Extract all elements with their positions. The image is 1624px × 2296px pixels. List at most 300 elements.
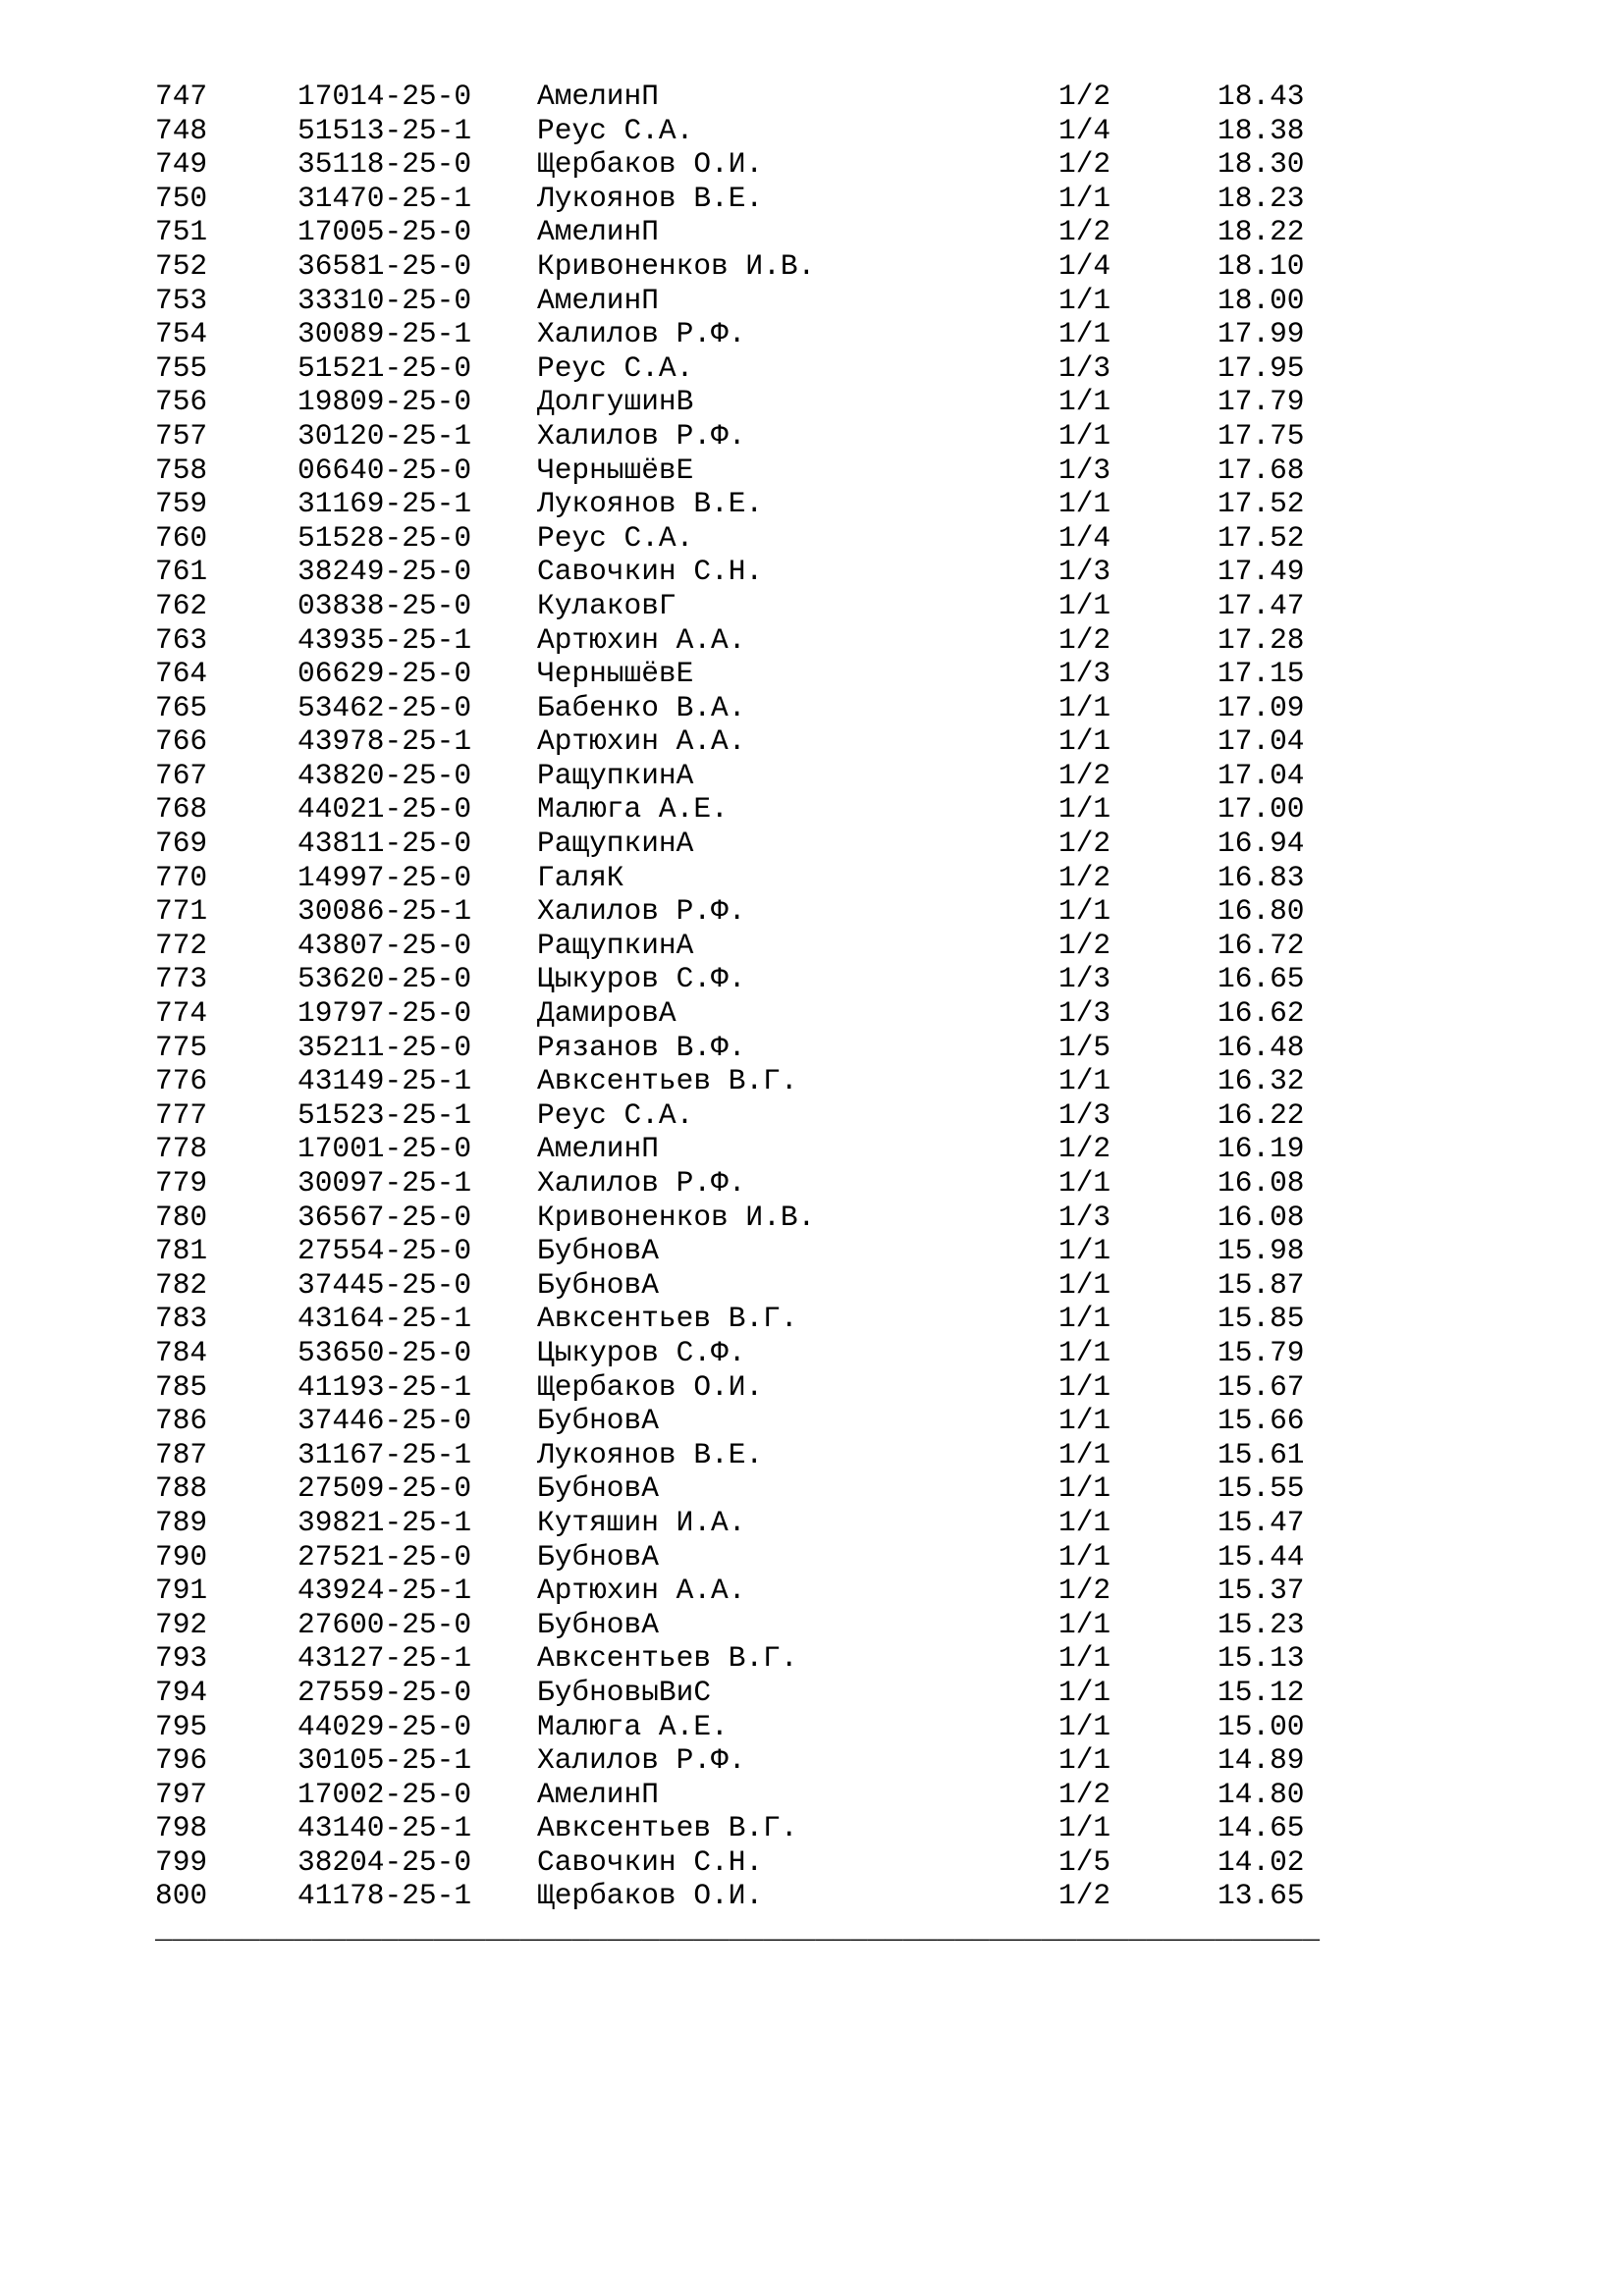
row-value: 15.23 xyxy=(1218,1607,1305,1641)
row-name: Малюга А.Е. xyxy=(537,792,729,827)
table-row xyxy=(155,1743,1624,1778)
row-value: 17.28 xyxy=(1218,622,1305,657)
row-name: Щербаков О.И. xyxy=(537,147,764,182)
row-rank: 749 xyxy=(155,147,208,182)
row-value: 18.00 xyxy=(1218,283,1305,317)
row-fraction: 1/2 xyxy=(1058,147,1111,182)
table-row xyxy=(155,996,1624,1031)
row-rank: 782 xyxy=(155,1267,208,1302)
row-fraction: 1/3 xyxy=(1058,962,1111,996)
table-row xyxy=(155,1506,1624,1540)
row-name: Халилов Р.Ф. xyxy=(537,894,746,929)
row-name: Реус С.А. xyxy=(537,1097,694,1132)
row-value: 17.09 xyxy=(1218,690,1305,724)
row-name: Халилов Р.Ф. xyxy=(537,418,746,453)
row-fraction: 1/1 xyxy=(1058,1743,1111,1778)
row-name: Щербаков О.И. xyxy=(537,1879,764,1913)
row-rank: 770 xyxy=(155,860,208,894)
row-value: 16.22 xyxy=(1218,1097,1305,1132)
row-id: 35211-25-0 xyxy=(298,1030,472,1064)
row-value: 15.47 xyxy=(1218,1505,1305,1539)
row-value: 16.48 xyxy=(1218,1030,1305,1064)
row-id: 43924-25-1 xyxy=(298,1574,472,1608)
row-rank: 768 xyxy=(155,792,208,827)
row-value: 17.47 xyxy=(1218,588,1305,622)
row-id: 41178-25-1 xyxy=(298,1879,472,1913)
row-name: РащупкинА xyxy=(537,928,694,962)
row-id: 43127-25-1 xyxy=(298,1641,472,1676)
row-rank: 778 xyxy=(155,1132,208,1166)
table-row xyxy=(155,792,1624,827)
row-fraction: 1/1 xyxy=(1058,1404,1111,1438)
row-id: 43149-25-1 xyxy=(298,1064,472,1098)
row-rank: 790 xyxy=(155,1539,208,1574)
row-fraction: 1/1 xyxy=(1058,1505,1111,1539)
row-value: 15.44 xyxy=(1218,1539,1305,1574)
row-id: 27521-25-0 xyxy=(298,1539,472,1574)
row-name: Халилов Р.Ф. xyxy=(537,1166,746,1200)
table-row xyxy=(155,1234,1624,1268)
row-value: 17.49 xyxy=(1218,555,1305,589)
row-name: Рязанов В.Ф. xyxy=(537,1030,746,1064)
row-name: Лукоянов В.Е. xyxy=(537,181,764,215)
row-rank: 747 xyxy=(155,80,208,113)
row-fraction: 1/3 xyxy=(1058,657,1111,691)
row-rank: 797 xyxy=(155,1777,208,1811)
row-name: Халилов Р.Ф. xyxy=(537,1743,746,1778)
row-value: 18.38 xyxy=(1218,113,1305,147)
row-id: 19797-25-0 xyxy=(298,996,472,1031)
row-rank: 752 xyxy=(155,248,208,283)
row-name: Лукоянов В.Е. xyxy=(537,487,764,521)
row-fraction: 1/1 xyxy=(1058,1302,1111,1336)
row-rank: 751 xyxy=(155,215,208,249)
row-rank: 798 xyxy=(155,1811,208,1845)
row-fraction: 1/1 xyxy=(1058,1607,1111,1641)
row-id: 27600-25-0 xyxy=(298,1607,472,1641)
row-name: Бабенко В.А. xyxy=(537,690,746,724)
row-value: 15.37 xyxy=(1218,1574,1305,1608)
table-row xyxy=(155,1641,1624,1676)
table-row xyxy=(155,419,1624,454)
row-rank: 763 xyxy=(155,622,208,657)
row-value: 14.02 xyxy=(1218,1844,1305,1879)
row-rank: 794 xyxy=(155,1675,208,1709)
row-value: 17.68 xyxy=(1218,453,1305,487)
table-row xyxy=(155,1370,1624,1405)
row-fraction: 1/1 xyxy=(1058,1267,1111,1302)
row-name: Авксентьев В.Г. xyxy=(537,1641,798,1676)
row-rank: 784 xyxy=(155,1335,208,1369)
row-value: 16.08 xyxy=(1218,1200,1305,1234)
table-row xyxy=(155,1608,1624,1642)
row-value: 16.62 xyxy=(1218,996,1305,1031)
table-row xyxy=(155,1336,1624,1370)
row-id: 41193-25-1 xyxy=(298,1369,472,1404)
row-fraction: 1/1 xyxy=(1058,317,1111,351)
table-row xyxy=(155,1302,1624,1336)
row-value: 17.15 xyxy=(1218,657,1305,691)
table-row xyxy=(155,1811,1624,1845)
row-id: 17001-25-0 xyxy=(298,1132,472,1166)
row-id: 31169-25-1 xyxy=(298,487,472,521)
row-id: 38204-25-0 xyxy=(298,1844,472,1879)
row-id: 30097-25-1 xyxy=(298,1166,472,1200)
row-rank: 775 xyxy=(155,1030,208,1064)
row-id: 43164-25-1 xyxy=(298,1302,472,1336)
row-fraction: 1/1 xyxy=(1058,385,1111,419)
row-value: 16.32 xyxy=(1218,1064,1305,1098)
table-row xyxy=(155,385,1624,419)
table-row xyxy=(155,317,1624,351)
row-name: Авксентьев В.Г. xyxy=(537,1811,798,1845)
row-id: 27509-25-0 xyxy=(298,1471,472,1506)
row-fraction: 1/1 xyxy=(1058,418,1111,453)
row-name: Артюхин А.А. xyxy=(537,1574,746,1608)
row-fraction: 1/1 xyxy=(1058,792,1111,827)
row-id: 43820-25-0 xyxy=(298,758,472,792)
table-row xyxy=(155,1471,1624,1506)
row-name: Авксентьев В.Г. xyxy=(537,1064,798,1098)
table-row xyxy=(155,929,1624,963)
row-value: 14.89 xyxy=(1218,1743,1305,1778)
row-rank: 774 xyxy=(155,996,208,1031)
row-value: 15.67 xyxy=(1218,1369,1305,1404)
row-value: 18.23 xyxy=(1218,181,1305,215)
row-id: 37446-25-0 xyxy=(298,1404,472,1438)
row-value: 17.52 xyxy=(1218,487,1305,521)
row-name: Халилов Р.Ф. xyxy=(537,317,746,351)
row-fraction: 1/2 xyxy=(1058,1132,1111,1166)
table-row xyxy=(155,1098,1624,1133)
row-name: Савочкин С.Н. xyxy=(537,1844,764,1879)
row-rank: 760 xyxy=(155,520,208,555)
table-row xyxy=(155,1710,1624,1744)
row-name: РащупкинА xyxy=(537,827,694,861)
row-id: 30120-25-1 xyxy=(298,418,472,453)
row-id: 06640-25-0 xyxy=(298,453,472,487)
row-rank: 762 xyxy=(155,588,208,622)
row-value: 15.55 xyxy=(1218,1471,1305,1506)
footer-rule: ___________________________________________________________________ xyxy=(155,1913,1321,1948)
row-value: 15.66 xyxy=(1218,1404,1305,1438)
table-row xyxy=(155,215,1624,249)
row-id: 35118-25-0 xyxy=(298,147,472,182)
row-value: 15.12 xyxy=(1218,1675,1305,1709)
row-fraction: 1/1 xyxy=(1058,690,1111,724)
row-rank: 789 xyxy=(155,1505,208,1539)
row-id: 43978-25-1 xyxy=(298,724,472,759)
row-fraction: 1/1 xyxy=(1058,1811,1111,1845)
row-id: 06629-25-0 xyxy=(298,657,472,691)
table-row xyxy=(155,1778,1624,1812)
row-name: Авксентьев В.Г. xyxy=(537,1302,798,1336)
results-table xyxy=(155,80,1624,1913)
row-id: 36581-25-0 xyxy=(298,248,472,283)
row-name: АмелинП xyxy=(537,1777,659,1811)
table-row xyxy=(155,1438,1624,1472)
row-rank: 765 xyxy=(155,690,208,724)
table-row xyxy=(155,1031,1624,1065)
row-value: 15.61 xyxy=(1218,1437,1305,1471)
row-rank: 779 xyxy=(155,1166,208,1200)
row-name: РащупкинА xyxy=(537,758,694,792)
row-rank: 769 xyxy=(155,827,208,861)
row-name: Цыкуров С.Ф. xyxy=(537,962,746,996)
row-id: 43935-25-1 xyxy=(298,622,472,657)
row-name: БубновА xyxy=(537,1539,659,1574)
table-row xyxy=(155,351,1624,386)
row-id: 38249-25-0 xyxy=(298,555,472,589)
row-rank: 780 xyxy=(155,1200,208,1234)
row-fraction: 1/4 xyxy=(1058,520,1111,555)
row-value: 18.43 xyxy=(1218,80,1305,113)
row-value: 14.80 xyxy=(1218,1777,1305,1811)
row-value: 16.94 xyxy=(1218,827,1305,861)
row-fraction: 1/3 xyxy=(1058,1200,1111,1234)
row-fraction: 1/2 xyxy=(1058,80,1111,113)
row-name: Лукоянов В.Е. xyxy=(537,1437,764,1471)
row-value: 15.79 xyxy=(1218,1335,1305,1369)
row-value: 15.87 xyxy=(1218,1267,1305,1302)
row-fraction: 1/2 xyxy=(1058,827,1111,861)
row-rank: 755 xyxy=(155,350,208,385)
row-rank: 754 xyxy=(155,317,208,351)
row-rank: 788 xyxy=(155,1471,208,1506)
row-fraction: 1/2 xyxy=(1058,1574,1111,1608)
row-id: 43807-25-0 xyxy=(298,928,472,962)
table-row xyxy=(155,1268,1624,1303)
table-row xyxy=(155,589,1624,623)
row-name: Артюхин А.А. xyxy=(537,622,746,657)
row-fraction: 1/4 xyxy=(1058,113,1111,147)
row-id: 14997-25-0 xyxy=(298,860,472,894)
table-row xyxy=(155,1845,1624,1880)
row-name: ДолгушинВ xyxy=(537,385,694,419)
row-id: 27559-25-0 xyxy=(298,1675,472,1709)
table-row xyxy=(155,861,1624,895)
row-id: 27554-25-0 xyxy=(298,1234,472,1268)
row-value: 17.95 xyxy=(1218,350,1305,385)
row-name: Реус С.А. xyxy=(537,113,694,147)
row-name: БубновА xyxy=(537,1471,659,1506)
results-sheet xyxy=(155,80,1624,1948)
table-row xyxy=(155,182,1624,216)
row-name: ЧернышёвЕ xyxy=(537,453,694,487)
row-fraction: 1/2 xyxy=(1058,758,1111,792)
row-fraction: 1/1 xyxy=(1058,1539,1111,1574)
row-value: 17.79 xyxy=(1218,385,1305,419)
row-rank: 761 xyxy=(155,555,208,589)
table-row xyxy=(155,657,1624,691)
table-row xyxy=(155,1132,1624,1166)
table-row xyxy=(155,759,1624,793)
row-fraction: 1/1 xyxy=(1058,1437,1111,1471)
row-fraction: 1/2 xyxy=(1058,215,1111,249)
row-id: 53620-25-0 xyxy=(298,962,472,996)
table-row xyxy=(155,1676,1624,1710)
row-id: 43811-25-0 xyxy=(298,827,472,861)
row-value: 18.30 xyxy=(1218,147,1305,182)
row-fraction: 1/1 xyxy=(1058,1471,1111,1506)
row-fraction: 1/3 xyxy=(1058,555,1111,589)
row-value: 15.13 xyxy=(1218,1641,1305,1676)
row-value: 14.65 xyxy=(1218,1811,1305,1845)
row-rank: 781 xyxy=(155,1234,208,1268)
row-value: 17.04 xyxy=(1218,724,1305,759)
table-row xyxy=(155,454,1624,488)
row-value: 17.99 xyxy=(1218,317,1305,351)
table-row xyxy=(155,691,1624,725)
row-rank: 786 xyxy=(155,1404,208,1438)
table-row xyxy=(155,487,1624,521)
row-rank: 791 xyxy=(155,1574,208,1608)
row-id: 17002-25-0 xyxy=(298,1777,472,1811)
row-rank: 772 xyxy=(155,928,208,962)
row-name: Кривоненков И.В. xyxy=(537,248,816,283)
row-fraction: 1/1 xyxy=(1058,1234,1111,1268)
row-name: ГаляК xyxy=(537,860,624,894)
row-fraction: 1/2 xyxy=(1058,860,1111,894)
row-rank: 753 xyxy=(155,283,208,317)
row-rank: 800 xyxy=(155,1879,208,1913)
row-name: АмелинП xyxy=(537,283,659,317)
row-value: 16.83 xyxy=(1218,860,1305,894)
row-id: 30105-25-1 xyxy=(298,1743,472,1778)
row-value: 18.10 xyxy=(1218,248,1305,283)
row-name: БубновА xyxy=(537,1404,659,1438)
row-name: БубновА xyxy=(537,1607,659,1641)
row-value: 16.65 xyxy=(1218,962,1305,996)
row-fraction: 1/1 xyxy=(1058,1166,1111,1200)
row-id: 19809-25-0 xyxy=(298,385,472,419)
row-id: 30089-25-1 xyxy=(298,317,472,351)
row-name: КулаковГ xyxy=(537,588,677,622)
row-value: 18.22 xyxy=(1218,215,1305,249)
row-value: 16.19 xyxy=(1218,1132,1305,1166)
row-fraction: 1/3 xyxy=(1058,453,1111,487)
row-rank: 767 xyxy=(155,758,208,792)
row-name: Малюга А.Е. xyxy=(537,1709,729,1743)
row-fraction: 1/1 xyxy=(1058,1641,1111,1676)
table-row xyxy=(155,147,1624,182)
row-fraction: 1/1 xyxy=(1058,588,1111,622)
row-value: 17.00 xyxy=(1218,792,1305,827)
row-fraction: 1/3 xyxy=(1058,996,1111,1031)
row-name: Цыкуров С.Ф. xyxy=(537,1335,746,1369)
table-row xyxy=(155,724,1624,759)
row-fraction: 1/1 xyxy=(1058,894,1111,929)
row-value: 15.98 xyxy=(1218,1234,1305,1268)
table-row xyxy=(155,80,1624,114)
row-name: АмелинП xyxy=(537,80,659,113)
row-rank: 796 xyxy=(155,1743,208,1778)
row-name: ЧернышёвЕ xyxy=(537,657,694,691)
row-id: 31470-25-1 xyxy=(298,181,472,215)
row-fraction: 1/1 xyxy=(1058,724,1111,759)
table-row xyxy=(155,623,1624,658)
row-fraction: 1/3 xyxy=(1058,350,1111,385)
row-id: 17014-25-0 xyxy=(298,80,472,113)
table-row xyxy=(155,1064,1624,1098)
row-fraction: 1/1 xyxy=(1058,283,1111,317)
row-name: ДамировА xyxy=(537,996,677,1031)
table-row xyxy=(155,114,1624,148)
row-id: 31167-25-1 xyxy=(298,1437,472,1471)
row-id: 53650-25-0 xyxy=(298,1335,472,1369)
table-row xyxy=(155,1166,1624,1201)
table-row xyxy=(155,284,1624,318)
row-fraction: 1/3 xyxy=(1058,1097,1111,1132)
row-value: 16.80 xyxy=(1218,894,1305,929)
row-id: 53462-25-0 xyxy=(298,690,472,724)
table-row xyxy=(155,1574,1624,1608)
row-name: АмелинП xyxy=(537,1132,659,1166)
row-rank: 764 xyxy=(155,657,208,691)
row-id: 17005-25-0 xyxy=(298,215,472,249)
row-name: Реус С.А. xyxy=(537,350,694,385)
row-fraction: 1/1 xyxy=(1058,1709,1111,1743)
row-name: Савочкин С.Н. xyxy=(537,555,764,589)
row-fraction: 1/2 xyxy=(1058,1879,1111,1913)
row-fraction: 1/1 xyxy=(1058,1335,1111,1369)
row-fraction: 1/2 xyxy=(1058,622,1111,657)
row-rank: 795 xyxy=(155,1709,208,1743)
table-row xyxy=(155,894,1624,929)
row-name: БубновА xyxy=(537,1234,659,1268)
row-name: АмелинП xyxy=(537,215,659,249)
row-value: 16.08 xyxy=(1218,1166,1305,1200)
row-fraction: 1/1 xyxy=(1058,1369,1111,1404)
row-id: 51521-25-0 xyxy=(298,350,472,385)
row-id: 03838-25-0 xyxy=(298,588,472,622)
row-rank: 799 xyxy=(155,1844,208,1879)
row-rank: 783 xyxy=(155,1302,208,1336)
row-rank: 787 xyxy=(155,1437,208,1471)
row-id: 37445-25-0 xyxy=(298,1267,472,1302)
row-value: 16.72 xyxy=(1218,928,1305,962)
row-rank: 771 xyxy=(155,894,208,929)
row-rank: 758 xyxy=(155,453,208,487)
row-fraction: 1/2 xyxy=(1058,928,1111,962)
row-rank: 777 xyxy=(155,1097,208,1132)
row-rank: 773 xyxy=(155,962,208,996)
row-fraction: 1/1 xyxy=(1058,1675,1111,1709)
row-value: 17.52 xyxy=(1218,520,1305,555)
row-id: 33310-25-0 xyxy=(298,283,472,317)
row-fraction: 1/1 xyxy=(1058,181,1111,215)
row-value: 15.85 xyxy=(1218,1302,1305,1336)
row-fraction: 1/1 xyxy=(1058,1064,1111,1098)
row-id: 39821-25-1 xyxy=(298,1505,472,1539)
row-fraction: 1/5 xyxy=(1058,1030,1111,1064)
row-id: 43140-25-1 xyxy=(298,1811,472,1845)
row-rank: 750 xyxy=(155,181,208,215)
row-rank: 759 xyxy=(155,487,208,521)
row-id: 51528-25-0 xyxy=(298,520,472,555)
row-id: 44021-25-0 xyxy=(298,792,472,827)
row-name: Реус С.А. xyxy=(537,520,694,555)
row-rank: 792 xyxy=(155,1607,208,1641)
row-name: БубновыВиС xyxy=(537,1675,712,1709)
row-name: Щербаков О.И. xyxy=(537,1369,764,1404)
row-id: 51513-25-1 xyxy=(298,113,472,147)
table-row xyxy=(155,1404,1624,1438)
row-id: 44029-25-0 xyxy=(298,1709,472,1743)
table-row xyxy=(155,555,1624,589)
table-row xyxy=(155,962,1624,996)
row-fraction: 1/2 xyxy=(1058,1777,1111,1811)
